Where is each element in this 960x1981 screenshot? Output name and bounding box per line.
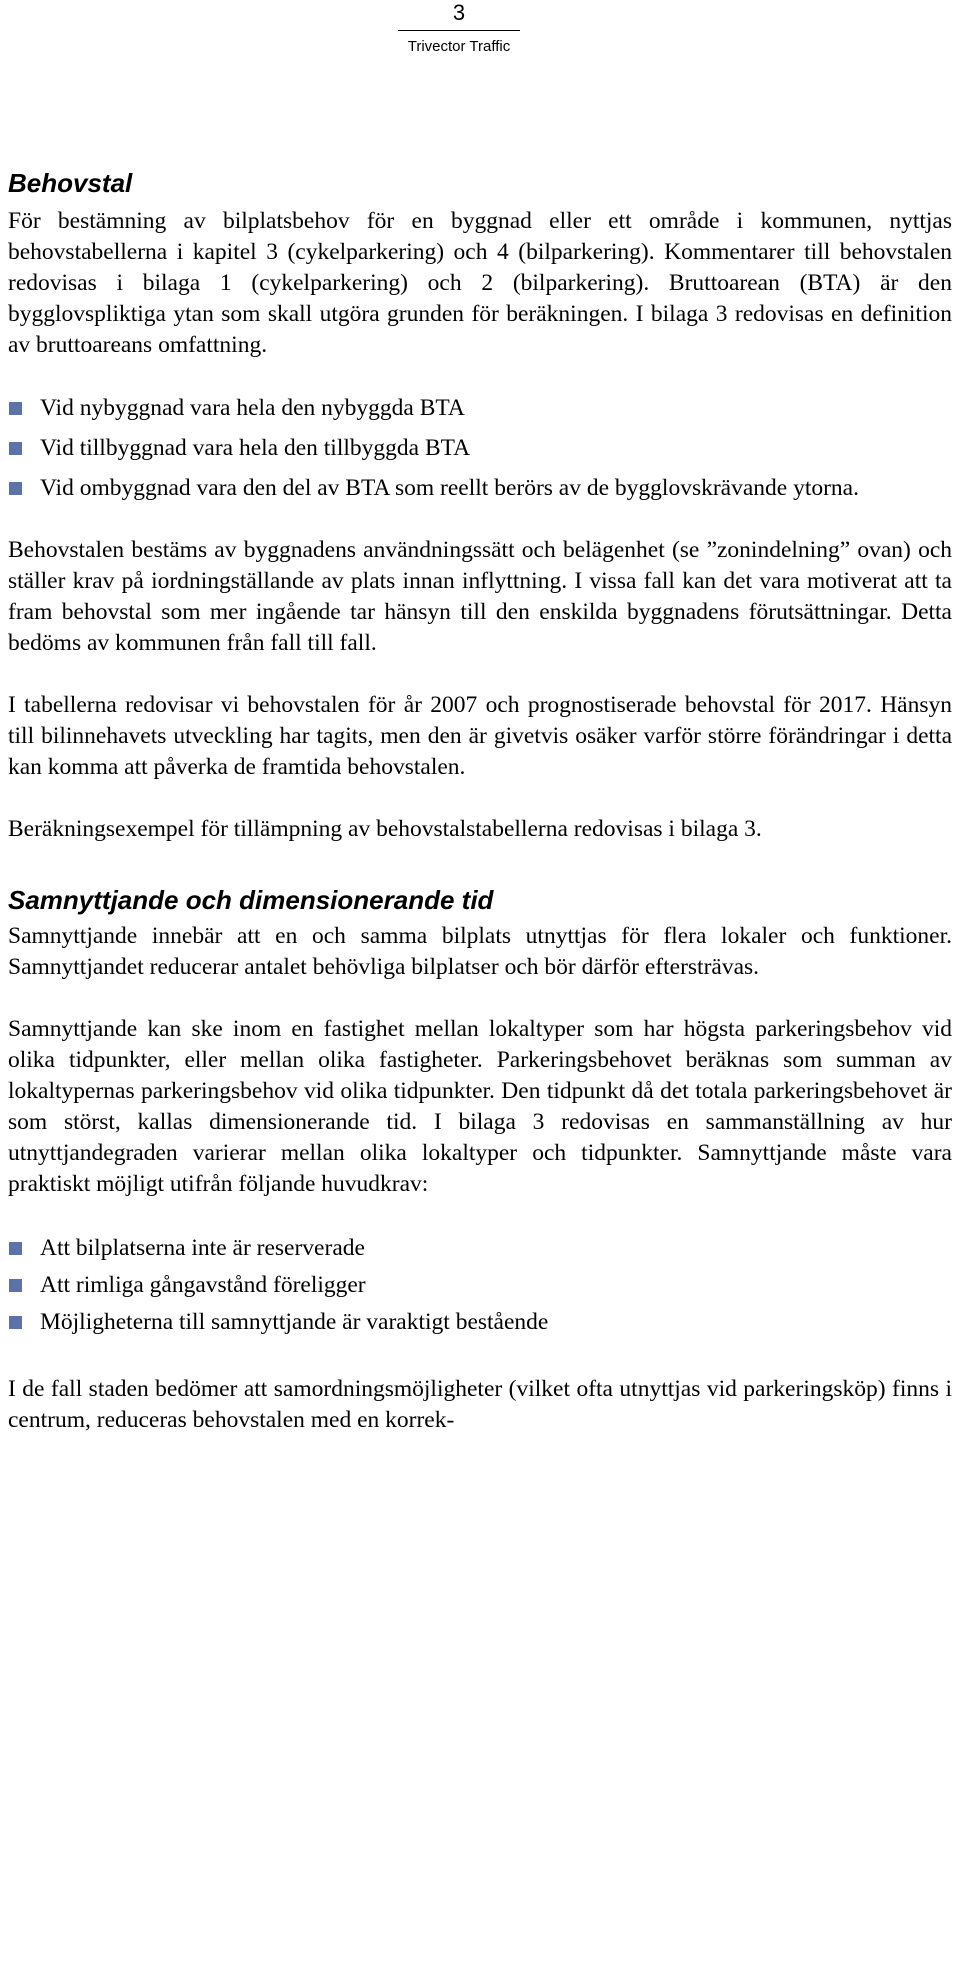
list-item bbox=[8, 393, 952, 424]
square-bullet-icon bbox=[9, 1279, 22, 1292]
list-item-text: Att rimliga gångavstånd föreligger bbox=[40, 1272, 366, 1298]
list-item-text: Vid ombyggnad vara den del av BTA som reellt berörs av de bygglovskrävande ytorna. bbox=[40, 475, 859, 501]
paragraph-samnyttjande-definition: Samnyttjande innebär att en och samma bilplats utnyttjas för flera lokaler och funktioner. Samnyttjandet reducerar antalet behövliga bilplatser och bör därför eftersträvas. bbox=[8, 923, 952, 980]
list-item bbox=[8, 473, 952, 504]
list-item-text: Möjligheterna till samnyttjande är varaktigt bestående bbox=[40, 1309, 549, 1335]
section-heading-behovstal: Behovstal bbox=[8, 168, 133, 198]
bullet-list-requirements bbox=[8, 1233, 952, 1338]
list-item bbox=[8, 433, 952, 464]
square-bullet-icon bbox=[9, 402, 22, 415]
paragraph-berakningsexempel: Beräkningsexempel för tillämpning av behovstalstabellerna redovisas i bilaga 3. bbox=[8, 816, 762, 842]
square-bullet-icon bbox=[9, 1242, 22, 1255]
bullet-list-bta bbox=[8, 393, 952, 504]
list-item bbox=[8, 1270, 952, 1301]
header-divider bbox=[398, 30, 520, 31]
page-content bbox=[8, 166, 952, 1436]
page-header bbox=[398, 0, 520, 56]
paragraph-behovstalen: Behovstalen bestäms av byggnadens användningssätt och belägenhet (se ”zonindelning” ovan) och ställer krav på iordningställande av plats innan inflyttning. I vissa fall kan det vara motiverat att ta fram behovstal som mer ingående tar hänsyn till den enskilda byggnadens förutsättningar. Detta bedöms av kommunen från fall till fall. bbox=[8, 537, 952, 656]
paragraph-intro: För bestämning av bilplatsbehov för en byggnad eller ett område i kommunen, nyttjas behovstabellerna i kapitel 3 (cykelparkering) och 4 (bilparkering). Kommentarer till behovstalen redovisas i bilaga 1 (cykelparkering) och 2 (bilparkering). Bruttoarean (BTA) är den bygglovspliktiga ytan som skall utgöra grunden för beräkningen. I bilaga 3 redovisas en definition av bruttoareans omfattning. bbox=[8, 208, 952, 358]
list-item-text: Att bilplatserna inte är reserverade bbox=[40, 1235, 365, 1261]
list-item bbox=[8, 1307, 952, 1338]
list-item bbox=[8, 1233, 952, 1264]
page-number: 3 bbox=[452, 0, 466, 25]
paragraph-centrum: I de fall staden bedömer att samordningsmöjligheter (vilket ofta utnyttjas vid parkeringsköp) finns i centrum, reduceras behovstalen med en korrek- bbox=[8, 1376, 952, 1433]
section-heading-samnyttjande: Samnyttjande och dimensionerande tid bbox=[8, 885, 494, 915]
square-bullet-icon bbox=[9, 1316, 22, 1329]
list-item-text: Vid tillbyggnad vara hela den tillbyggda BTA bbox=[40, 435, 471, 461]
square-bullet-icon bbox=[9, 442, 22, 455]
paragraph-samnyttjande-details: Samnyttjande kan ske inom en fastighet mellan lokaltyper som har högsta parkeringsbehov vid olika tidpunkter, eller mellan olika fastigheter. Parkeringsbehovet beräknas som summan av lokaltypernas parkeringsbehov vid olika tidpunkter. Den tidpunkt då det totala parkeringsbehovet är som störst, kallas dimensionerande tid. I bilaga 3 redovisas en sammanställning av hur utnyttjandegraden varierar mellan olika lokaltyper och tidpunkter. Samnyttjande måste vara praktiskt möjligt utifrån följande huvudkrav: bbox=[8, 1016, 952, 1197]
paragraph-tabellerna: I tabellerna redovisar vi behovstalen för år 2007 och prognostiserade behovstal för 2017. Hänsyn till bilinnehavets utveckling har tagits, men den är givetvis osäker varför större förändringar i detta kan komma att påverka de framtida behovstalen. bbox=[8, 692, 952, 780]
header-organization: Trivector Traffic bbox=[407, 38, 511, 55]
list-item-text: Vid nybyggnad vara hela den nybyggda BTA bbox=[40, 395, 465, 421]
square-bullet-icon bbox=[9, 482, 22, 495]
